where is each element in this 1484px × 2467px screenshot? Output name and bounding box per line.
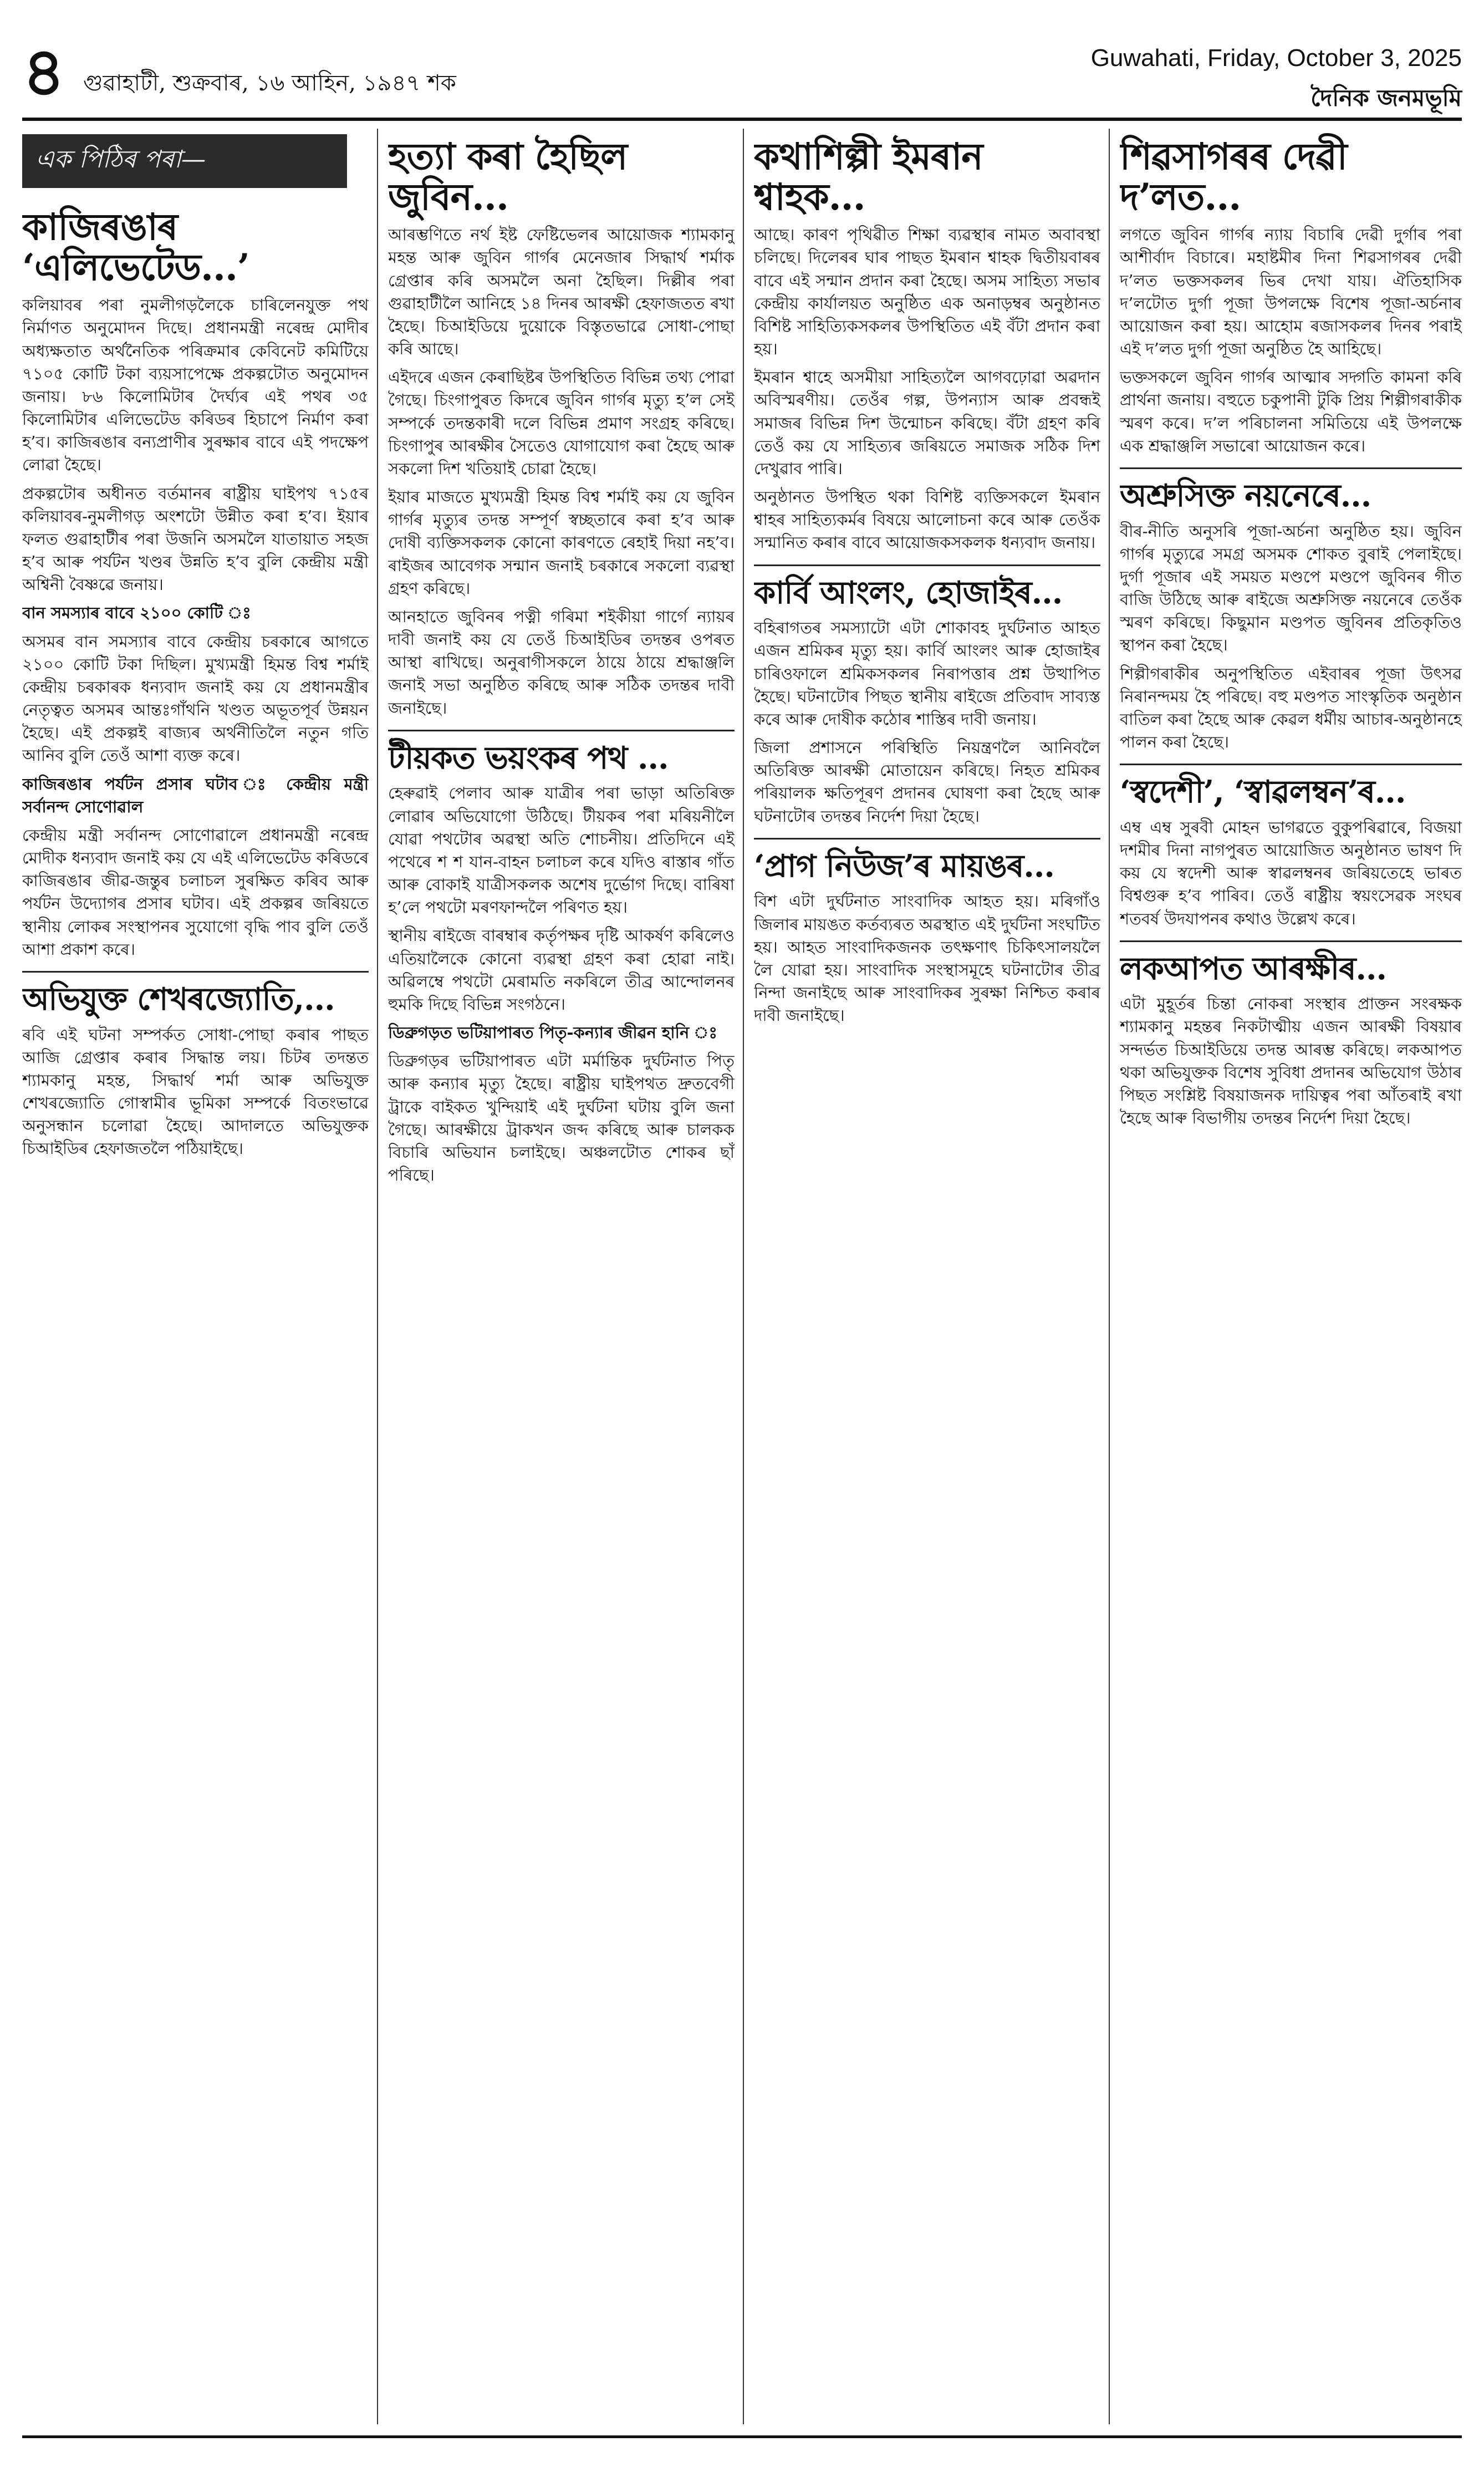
column-2 (388, 129, 735, 2424)
article-paragraph: এটা মুহূৰ্তৰ চিন্তা নোকৰা সংস্থাৰ প্ৰাক্তন সংৰক্ষক শ্যামকানু মহন্তৰ নিকটাত্মীয় এজন আৰক্ষী বিষয়াৰ সন্দৰ্ভত চিআইডিয়ে তদন্ত আৰম্ভ কৰিছে। লকআপত থকা অভিযুক্তক বিশেষ সুবিধা প্ৰদানৰ অভিযোগ উঠাৰ পিছত সংশ্লিষ্ট বিষয়াজনক দায়িত্বৰ পৰা আঁতৰাই ৰখা হৈছে আৰু বিভাগীয় তদন্তৰ নিৰ্দেশ দিয়া হৈছে। (1120, 994, 1462, 1128)
masthead: দৈনিক জনমভূমি (1310, 84, 1462, 111)
article-paragraph: ইয়াৰ মাজতে মুখ্যমন্ত্ৰী হিমন্ত বিশ্ব শৰ্মাই কয় যে জুবিন গাৰ্গৰ মৃত্যুৰ তদন্ত সম্পূৰ্ণ স্বচ্ছতাৰে কৰা হ’ব আৰু দোষী ব্যক্তিসকলক কোনো কাৰণতে ৰেহাই দিয়া নহ’ব। ৰাইজৰ আবেগক সন্মান জনাই চৰকাৰে সকলো ব্যৱস্থা গ্ৰহণ কৰিছে। (388, 487, 735, 598)
article-paragraph: বহিৰাগতৰ সমস্যাটো এটা শোকাবহ দুৰ্ঘটনাত আহত এজন শ্ৰমিকৰ মৃত্যু হয়। কাৰ্বি আংলং আৰু হোজাইৰ চাৰিওফালে শ্ৰমিকসকলৰ নিৰাপত্তাৰ প্ৰশ্ন উত্থাপিত হৈছে। ঘটনাটোৰ পিছত স্থানীয় ৰাইজে প্ৰতিবাদ সাব্যস্ত কৰে আৰু দোষীক কঠোৰ শাস্তিৰ দাবী জনায়। (754, 618, 1100, 729)
subhead: কাজিৰঙাৰ পৰ্যটন প্ৰসাৰ ঘটাব ঃ কেন্দ্ৰীয় মন্ত্ৰী সৰ্বানন্দ সোণোৱাল (22, 774, 369, 816)
footer-rule (22, 2435, 1462, 2438)
article-paragraph: বিশ এটা দুৰ্ঘটনাত সাংবাদিক আহত হয়। মৰিগাঁও জিলাৰ মায়ঙত কৰ্তব্যৰত অৱস্থাত এই দুৰ্ঘটনা সংঘটিত হয়। আহত সাংবাদিকজনক তৎক্ষণাৎ চিকিৎসালয়লৈ লৈ যোৱা হয়। সাংবাদিক সংস্থাসমূহে ঘটনাটোৰ তীব্ৰ নিন্দা জনাইছে আৰু সাংবাদিকৰ সুৰক্ষা নিশ্চিত কৰাৰ দাবী জনাইছে। (754, 892, 1100, 1025)
column-4 (1120, 129, 1462, 2424)
headline-lockup-police: লকআপত আৰক্ষীৰ... (1120, 950, 1387, 987)
page-number: ৪ (22, 33, 65, 111)
article-paragraph: ইমৰান শ্বাহে অসমীয়া সাহিত্যলৈ আগবঢ়োৱা অৱদান অবিস্মৰণীয়। তেওঁৰ গল্প, উপন্যাস আৰু প্ৰবন্ধই সমাজৰ বিভিন্ন দিশ উন্মোচন কৰিছে। বঁটা গ্ৰহণ কৰি তেওঁ কয় যে সাহিত্যৰ জৰিয়তে সমাজক সঠিক দিশ দেখুৱাব পাৰি। (754, 368, 1100, 478)
article-paragraph: আৰম্ভণিতে নৰ্থ ইষ্ট ফেষ্টিভেলৰ আয়োজক শ্যামকানু মহন্ত আৰু জুবিন গাৰ্গৰ মেনেজাৰ সিদ্ধাৰ্থ শৰ্মাক গ্ৰেপ্তাৰ কৰি অসমলৈ অনা হৈছিল। দিল্লীৰ পৰা গুৱাহাটীলৈ আনিহে ১৪ দিনৰ আৰক্ষী হেফাজতত ৰখা হৈছে। চিআইডিয়ে দুয়োকে বিস্তৃতভাৱে সোধা-পোছা কৰি আছে। (388, 225, 735, 359)
article-paragraph: আনহাতে জুবিনৰ পত্নী গৰিমা শইকীয়া গাৰ্গে ন্যায়ৰ দাবী জনাই কয় যে তেওঁ চিআইডিৰ তদন্তৰ ওপৰত আস্থা ৰাখিছে। অনুৰাগীসকলে ঠায়ে ঠায়ে শ্ৰদ্ধাঞ্জলি জনাই সভা অনুষ্ঠিত কৰিছে আৰু সঠিক তদন্তৰ দাবী জনাইছে। (388, 607, 735, 718)
article-paragraph: শিল্পীগৰাকীৰ অনুপস্থিতিত এইবাৰৰ পূজা উৎসৱ নিৰানন্দময় হৈ পৰিছে। বহু মণ্ডপত সাংস্কৃতিক অনুষ্ঠান বাতিল কৰা হৈছে আৰু কেৱল ধৰ্মীয় আচাৰ-অনুষ্ঠানহে পালন কৰা হৈছে। (1120, 664, 1462, 752)
article-paragraph: জিলা প্ৰশাসনে পৰিস্থিতি নিয়ন্ত্ৰণলৈ আনিবলৈ অতিৰিক্ত আৰক্ষী মোতায়েন কৰিছে। নিহত শ্ৰমিকৰ পৰিয়ালক ক্ষতিপূৰণ প্ৰদানৰ ঘোষণা কৰা হৈছে আৰু ঘটনাটোৰ তদন্তৰ নিৰ্দেশ দিয়া হৈছে। (754, 738, 1100, 826)
article-paragraph: ডিব্ৰুগড়ৰ ভটিয়াপাৰত এটা মৰ্মান্তিক দুৰ্ঘটনাত পিতৃ আৰু কন্যাৰ মৃত্যু হৈছে। ৰাষ্ট্ৰীয় ঘাইপথত দ্ৰুতবেগী ট্ৰাকে বাইকত খুন্দিয়াই এই দুৰ্ঘটনা ঘটায় বুলি জনা গৈছে। আৰক্ষীয়ে ট্ৰাকখন জব্দ কৰিছে আৰু চালকক বিচাৰি অভিযান চলাইছে। অঞ্চলটোত শোকৰ ছাঁ পৰিছে। (388, 1051, 735, 1185)
article-paragraph: অনুষ্ঠানত উপস্থিত থকা বিশিষ্ট ব্যক্তিসকলে ইমৰান শ্বাহৰ সাহিত্যকৰ্মৰ বিষয়ে আলোচনা কৰে আৰু তেওঁক সন্মানিত কৰাৰ বাবে আয়োজকসকলক ধন্যবাদ জনায়। (754, 487, 1100, 552)
headline-kaziranga: কাজিৰঙাৰ ‘এলিভেটেড...’ (22, 205, 249, 289)
column-1 (22, 129, 369, 2424)
article-paragraph: ভক্তসকলে জুবিন গাৰ্গৰ আত্মাৰ সদ্গতি কামনা কৰি প্ৰাৰ্থনা জনায়। বহুতে চকুপানী টুকি প্ৰিয় শিল্পীগৰাকীক স্মৰণ কৰে। দ’ল পৰিচালনা সমিতিয়ে এই উপলক্ষে এক শ্ৰদ্ধাঞ্জলি সভাৰো আয়োজন কৰে। (1120, 368, 1462, 455)
header-date-assamese: গুৱাহাটী, শুক্ৰবাৰ, ১৬ আহিন, ১৯৪৭ শক (83, 70, 456, 96)
article-paragraph: কলিয়াবৰ পৰা নুমলীগড়লৈকে চাৰিলেনযুক্ত পথ নিৰ্মাণত অনুমোদন দিছে। প্ৰধানমন্ত্ৰী নৰেন্দ্ৰ মোদীৰ অধ্যক্ষতাত অৰ্থনৈতিক পৰিক্ৰমাৰ কেবিনেট কমিটিয়ে ৭১০৫ কোটি টকা ব্যয়সাপেক্ষে প্ৰকল্পটোত অনুমোদন জনায়। ৮৬ কিলোমিটাৰ দৈৰ্ঘ্যৰ এই পথৰ ৩৫ কিলোমিটাৰ এলিভেটেড কৰিডৰ হিচাপে নিৰ্মাণ কৰা হ’ব। কাজিৰঙাৰ বন্যপ্ৰাণীৰ সুৰক্ষাৰ বাবে এই পদক্ষেপ লোৱা হৈছে। (22, 296, 369, 475)
article-paragraph: প্ৰকল্পটোৰ অধীনত বৰ্তমানৰ ৰাষ্ট্ৰীয় ঘাইপথ ৭১৫ৰ কলিয়াবৰ-নুমলীগড় অংশটো উন্নীত কৰা হ’ব। ইয়াৰ ফলত গুৱাহাটীৰ পৰা উজনি অসমলৈ যাতায়াত সহজ হ’ব আৰু পৰ্যটন খণ্ডৰ উন্নতি হ’ব বুলি কেন্দ্ৰীয় মন্ত্ৰী অশ্বিনী বৈষ্ণৱে জনায়। (22, 484, 369, 594)
article-paragraph: এম্ব এম্ব সুৰবী মোহন ভাগৱতে বুকুপৰিৱাৰে, বিজয়া দশমীৰ দিনা নাগপুৰত আয়োজিত অনুষ্ঠানত ভাষণ দি কয় যে স্বদেশী আৰু স্বাৱলম্বনৰ জৰিয়তেহে ভাৰত বিশ্বগুৰু হ’ব পাৰিব। তেওঁ ৰাষ্ট্ৰীয় স্বয়ংসেৱক সংঘৰ শতবৰ্ষ উদযাপনৰ কথাও উল্লেখ কৰে। (1120, 817, 1462, 928)
headline-tearful-eyes: অশ্ৰুসিক্ত নয়নেৰে... (1120, 477, 1371, 514)
subhead: ডিব্ৰুগড়ত ভটিয়াপাৰত পিতৃ-কন্যাৰ জীৱন হানি ঃ (388, 1023, 717, 1042)
article-paragraph: এইদৰে এজন কেৰাছিষ্টৰ উপস্থিতিত বিভিন্ন তথ্য পোৱা গৈছে। চিংগাপুৰত কিদৰে জুবিন গাৰ্গৰ মৃত্যু হ’ল সেই সম্পৰ্কে তদন্তকাৰী দলে বিভিন্ন প্ৰমাণ সংগ্ৰহ কৰিছে। চিংগাপুৰ আৰক্ষীৰ সৈতেও যোগাযোগ কৰা হৈছে আৰু সকলো দিশ খতিয়াই চোৱা হৈছে। (388, 368, 735, 478)
page-header (22, 22, 1462, 116)
subhead: বান সমস্যাৰ বাবে ২১০০ কোটি ঃ (22, 603, 251, 623)
article-paragraph: কেন্দ্ৰীয় মন্ত্ৰী সৰ্বানন্দ সোণোৱালে প্ৰধানমন্ত্ৰী নৰেন্দ্ৰ মোদীক ধন্যবাদ জনাই কয় যে এই এলিভেটেড কৰিডৰে কাজিৰঙাৰ জীৱ-জন্তুৰ চলাচল সুৰক্ষিত কৰিব আৰু পৰ্যটন উদ্যোগৰ প্ৰসাৰ ঘটাব। এই প্ৰকল্পৰ জৰিয়তে স্থানীয় লোকৰ সংস্থাপনৰ সুযোগো বৃদ্ধি পাব বুলি তেওঁ আশা প্ৰকাশ কৰে। (22, 825, 369, 959)
column-3 (754, 129, 1100, 2424)
article-paragraph: লগতে জুবিন গাৰ্গৰ ন্যায় বিচাৰি দেৱী দুৰ্গাৰ পৰা আশীৰ্বাদ বিচাৰে। মহাষ্টমীৰ দিনা শিৱসাগৰৰ দেৱী দ’লত ভক্তসকলৰ ভিৰ দেখা যায়। ঐতিহাসিক দ’লটোত দুৰ্গা পূজা উপলক্ষে বিশেষ পূজা-অৰ্চনাৰ আয়োজন কৰা হয়। আহোম ৰজাসকলৰ দিনৰ পৰাই এই দ’লত দুৰ্গা পূজা অনুষ্ঠিত হৈ আহিছে। (1120, 225, 1462, 359)
headline-swadeshi: ‘স্বদেশী’, ‘স্বাৱলম্বন’ৰ... (1120, 774, 1406, 811)
column-rule (743, 129, 744, 2424)
divider (1120, 940, 1462, 942)
headline-karbi-anglong: কাৰ্বি আংলং, হোজাইৰ... (754, 574, 1063, 611)
headline-prag-news: ‘প্ৰাগ নিউজ’ৰ মায়ঙৰ... (754, 847, 1054, 884)
column-rule (377, 129, 378, 2424)
divider (754, 564, 1100, 566)
divider (388, 730, 735, 731)
divider (22, 971, 369, 973)
header-date-english: Guwahati, Friday, October 3, 2025 (1090, 44, 1462, 72)
headline-zubeen: হত্যা কৰা হৈছিল জুবিন... (388, 135, 628, 218)
article-paragraph: বীৰ-নীতি অনুসৰি পূজা-অৰ্চনা অনুষ্ঠিত হয়। জুবিন গাৰ্গৰ মৃত্যুৱে সমগ্ৰ অসমক শোকত বুৰাই পেলাইছে। দুৰ্গা পূজাৰ এই সময়ত মণ্ডপে মণ্ডপে জুবিনৰ গীত বাজি উঠিছে আৰু ৰাইজে অশ্ৰুসিক্ত নয়নেৰে তেওঁক স্মৰণ কৰিছে। কিছুমান মণ্ডপত জুবিনৰ প্ৰতিকৃতিও স্থাপন কৰা হৈছে। (1120, 521, 1462, 655)
divider (1120, 764, 1462, 765)
headline-sekharjyoti: অভিযুক্ত শেখৰজ্যোতি,... (22, 981, 335, 1018)
column-rule (1109, 129, 1110, 2424)
headline-tiok-road: টীয়কত ভয়ংকৰ পথ ... (388, 739, 669, 776)
article-paragraph: স্থানীয় ৰাইজে বাৰম্বাৰ কৰ্তৃপক্ষৰ দৃষ্টি আকৰ্ষণ কৰিলেও এতিয়ালৈকে কোনো ব্যৱস্থা গ্ৰহণ কৰা হোৱা নাই। অৱিলম্বে পথটো মেৰামতি নকৰিলে তীব্ৰ আন্দোলনৰ হুমকি দিছে বিভিন্ন সংগঠনে। (388, 926, 735, 1014)
divider (754, 838, 1100, 840)
header-rule (22, 118, 1462, 121)
article-paragraph: অসমৰ বান সমস্যাৰ বাবে কেন্দ্ৰীয় চৰকাৰে আগতে ২১০০ কোটি টকা দিছিল। মুখ্যমন্ত্ৰী হিমন্ত বিশ্ব শৰ্মাই কেন্দ্ৰীয় চৰকাৰক ধন্যবাদ জনাই কয় যে প্ৰধানমন্ত্ৰীৰ নেতৃত্বত অসমৰ আন্তঃগাঁথনি খণ্ডত অভূতপূৰ্ব উন্নয়ন হৈছে। এই প্ৰকল্পই ৰাজ্যৰ অৰ্থনীতিলৈ নতুন গতি আনিব বুলি তেওঁ আশা ব্যক্ত কৰে। (22, 632, 369, 765)
headline-sivasagar: শিৱসাগৰৰ দেৱী দ’লত... (1120, 135, 1347, 218)
article-paragraph: আছে। কাৰণ পৃথিৱীত শিক্ষা ব্যৱস্থাৰ নামত অবাবস্থা চলিছে। দিলেৰৰ ঘাৰ পাছত ইমৰান শ্বাহক দ্বিতীয়বাৰৰ বাবে এই সন্মান প্ৰদান কৰা হৈছে। অসম সাহিত্য সভাৰ কেন্দ্ৰীয় কাৰ্যালয়ত অনুষ্ঠিত এক অনাড়ম্বৰ অনুষ্ঠানত বিশিষ্ট সাহিত্যিকসকলৰ উপস্থিতিত এই বঁটা প্ৰদান কৰা হয়। (754, 225, 1100, 359)
divider (1120, 467, 1462, 469)
article-paragraph: ৰবি এই ঘটনা সম্পৰ্কত সোধা-পোছা কৰাৰ পাছত আজি গ্ৰেপ্তাৰ কৰাৰ সিদ্ধান্ত লয়। চিটৰ তদন্তত শ্যামকানু মহন্ত, সিদ্ধাৰ্থ শৰ্মা আৰু অভিযুক্ত শেখৰজ্যোতি গোস্বামীৰ ভূমিকা সম্পৰ্কে বিতংভাৱে অনুসন্ধান চলোৱা হৈছে। আদালতে অভিযুক্তক চিআইডিৰ হেফাজতলৈ পঠিয়াইছে। (22, 1025, 369, 1158)
headline-imran-shah: কথাশিল্পী ইমৰান শ্বাহক... (754, 135, 983, 218)
article-paragraph: হেৰুৱাই পেলাব আৰু যাত্ৰীৰ পৰা ভাড়া অতিৰিক্ত লোৱাৰ অভিযোগো উঠিছে। টীয়কৰ পৰা মৰিয়নীলৈ যোৱা পথটোৰ অৱস্থা অতি শোচনীয়। প্ৰতিদিনে এই পথেৰে শ শ যান-বাহন চলাচল কৰে যদিও ৰাস্তাৰ গাঁত আৰু বোকাই যাত্ৰীসকলক অশেষ দুৰ্ভোগ দিছে। বাৰিষা হ’লে পথটো মৰণফান্দলৈ পৰিণত হয়। (388, 784, 735, 917)
continued-label: এক পিঠিৰ পৰা— (22, 134, 347, 188)
